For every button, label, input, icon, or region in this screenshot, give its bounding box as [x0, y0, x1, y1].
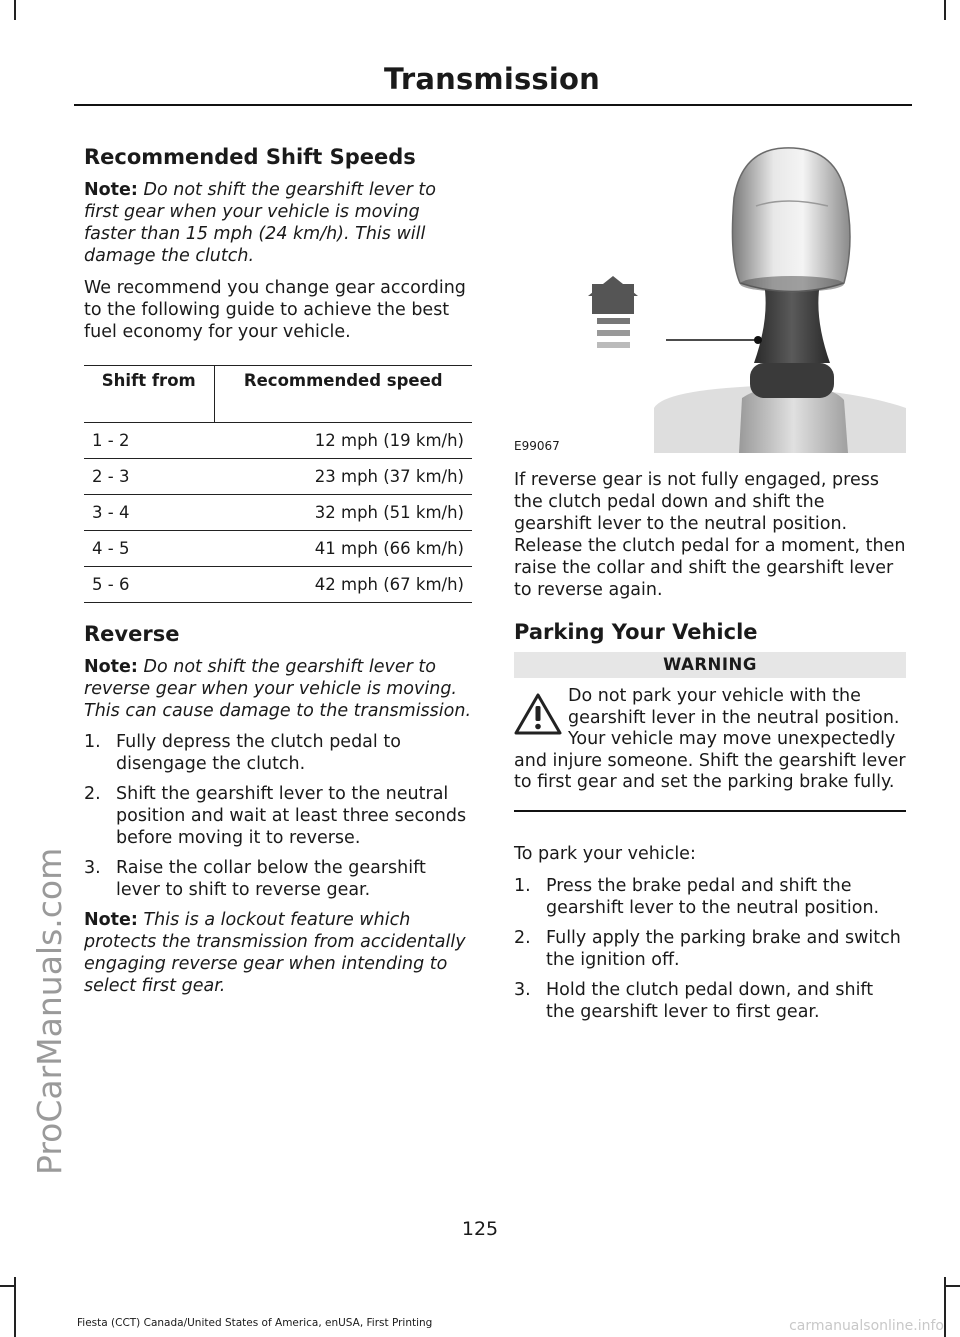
crop-mark — [944, 1285, 960, 1287]
note-label: Note: — [84, 657, 138, 677]
cell-speed: 12 mph (19 km/h) — [314, 430, 464, 450]
warning-text: Do not park your vehicle with the gearshift lever in the neutral position. Your vehicle may move unexpectedly and injure someone. Shift the gearshift lever to first gear and set the parking brake fully. — [514, 686, 906, 792]
figure-code: E99067 — [514, 439, 560, 453]
step-number: 1. — [514, 876, 531, 896]
note-text: This is a lockout feature which protects the transmission from accidentally engaging reverse gear when intending to select first gear. — [84, 910, 466, 996]
step-text: Fully apply the parking brake and switch the ignition off. — [546, 928, 901, 970]
cell-shift-from: 2 - 3 — [92, 466, 130, 486]
park-intro: To park your vehicle: — [514, 844, 696, 864]
section-heading-parking: Parking Your Vehicle — [514, 620, 758, 644]
table-header-row — [84, 366, 472, 423]
section-heading-reverse: Reverse — [84, 622, 180, 646]
cell-shift-from: 1 - 2 — [92, 430, 130, 450]
list-item — [514, 927, 906, 971]
note-label: Note: — [84, 910, 138, 930]
note-label: Note: — [84, 180, 138, 200]
cell-speed: 41 mph (66 km/h) — [314, 538, 464, 558]
page-number: 125 — [461, 1218, 499, 1240]
table-row — [84, 459, 472, 495]
warning-divider — [514, 810, 906, 812]
right-column-lower — [514, 843, 906, 1031]
note-reverse — [84, 656, 474, 722]
table-row — [84, 567, 472, 603]
footer-edition: Fiesta (CCT) Canada/United States of America, enUSA, First Printing — [77, 1317, 433, 1329]
list-item — [84, 731, 474, 775]
right-column-upper — [514, 469, 906, 643]
header-divider — [74, 104, 912, 106]
site-watermark: carmanualsonline.info — [789, 1318, 944, 1334]
crop-mark — [944, 0, 946, 20]
gearshift-illustration — [514, 118, 906, 453]
cell-speed: 23 mph (37 km/h) — [314, 466, 464, 486]
step-text: Shift the gearshift lever to the neutral position and wait at least three seconds before moving it to reverse. — [116, 784, 467, 848]
table-row — [84, 531, 472, 567]
step-text: Fully depress the clutch pedal to disengage the clutch. — [116, 732, 401, 774]
cell-shift-from: 4 - 5 — [92, 538, 130, 558]
step-number: 1. — [84, 732, 101, 752]
cell-speed: 42 mph (67 km/h) — [314, 574, 464, 594]
note-text: Do not shift the gearshift lever to reverse gear when your vehicle is moving. This can cause damage to the transmission. — [84, 657, 472, 721]
column-header-recommended-speed: Recommended speed — [214, 366, 472, 423]
cell-shift-from: 3 - 4 — [92, 502, 130, 522]
crop-mark — [0, 1285, 16, 1287]
step-number: 2. — [84, 784, 101, 804]
list-item — [514, 979, 906, 1023]
intro-paragraph: We recommend you change gear according to the following guide to achieve the best fuel economy for your vehicle. — [84, 278, 466, 342]
reverse-steps-list — [84, 731, 474, 901]
step-text: Press the brake pedal and shift the gearshift lever to the neutral position. — [546, 876, 880, 918]
crop-mark — [14, 0, 16, 20]
table-row — [84, 495, 472, 531]
table-row — [84, 423, 472, 459]
park-steps-list — [514, 875, 906, 1023]
warning-triangle-icon — [514, 692, 562, 736]
step-text: Hold the clutch pedal down, and shift the gearshift lever to first gear. — [546, 980, 874, 1022]
watermark: ProCarManuals.com — [30, 847, 69, 1175]
note-first-gear — [84, 179, 474, 267]
list-item — [84, 857, 474, 901]
step-number: 2. — [514, 928, 531, 948]
step-text: Raise the collar below the gearshift lever to shift to reverse gear. — [116, 858, 426, 900]
note-lockout — [84, 909, 474, 997]
warning-box — [514, 652, 906, 812]
step-number: 3. — [84, 858, 101, 878]
shift-speed-table — [84, 365, 472, 603]
cell-speed: 32 mph (51 km/h) — [314, 502, 464, 522]
list-item — [514, 875, 906, 919]
left-column — [84, 146, 474, 997]
list-item — [84, 783, 474, 849]
page-title: Transmission — [384, 62, 600, 96]
reverse-engage-paragraph: If reverse gear is not fully engaged, press the clutch pedal down and shift the gearshift lever to the neutral position. Release the clutch pedal for a moment, then raise the collar and shift the gearshift lever to reverse again. — [514, 470, 906, 600]
column-header-shift-from: Shift from — [101, 371, 196, 390]
warning-heading: WARNING — [514, 652, 906, 678]
step-number: 3. — [514, 980, 531, 1000]
warning-body — [514, 678, 906, 794]
note-text: Do not shift the gearshift lever to first gear when your vehicle is moving faster than 15 mph (24 km/h). This will damage the clutch. — [84, 180, 436, 266]
section-heading-shift-speeds: Recommended Shift Speeds — [84, 145, 416, 169]
cell-shift-from: 5 - 6 — [92, 574, 130, 594]
gearshift-knob-image — [514, 118, 906, 453]
